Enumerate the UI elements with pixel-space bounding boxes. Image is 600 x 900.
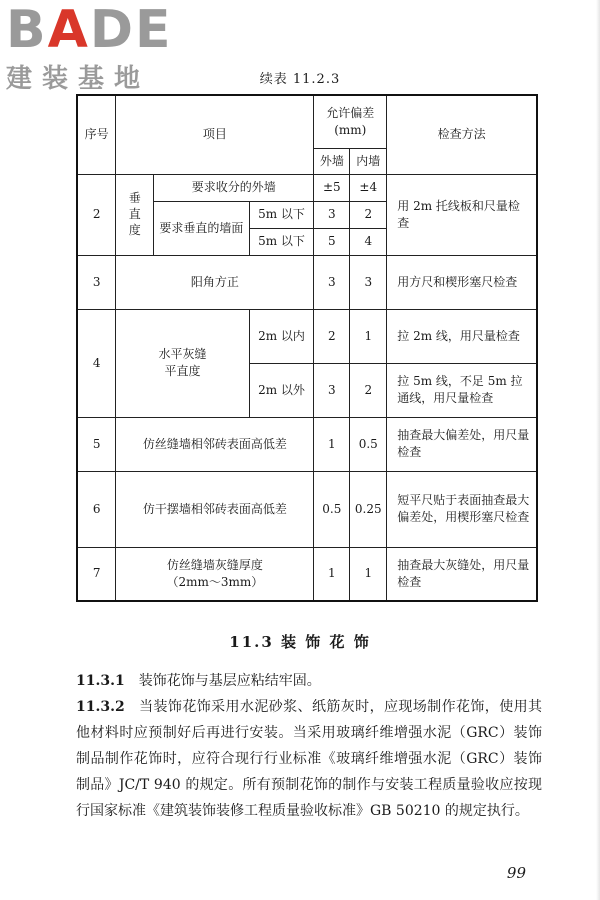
logo-wordmark (6, 0, 173, 60)
clause-text: 装饰花饰与基层应粘结牢固。 (138, 673, 321, 689)
row-seq: 4 (77, 309, 116, 417)
logo-accent-letter: A (47, 0, 90, 60)
row-seq: 6 (77, 471, 116, 547)
value-inner: 2 (350, 201, 387, 228)
value-inner: ±4 (350, 174, 387, 201)
row-seq: 5 (77, 417, 116, 471)
header-tolerance-label: 允许偏差 (326, 105, 375, 120)
row-category (116, 174, 154, 255)
header-method: 检查方法 (387, 95, 537, 174)
clause-paragraph (76, 694, 542, 824)
row-item-line: 平直度 (164, 364, 201, 378)
value-inner: 0.25 (350, 471, 387, 547)
clause-text: 当装饰花饰采用水泥砂浆、纸筋灰时，应现场制作花饰，使用其他材料时应预制好后再进行安装。当采用玻璃纤维增强水泥（GRC）装饰制品制作花饰时，应符合现行行业标准《玻璃纤维增强水泥（GRC）装饰制品》JC/T 940 的规定。所有预制花饰的制作与安装工程质量验收应按现行国家标准《建筑装饰装修工程质量验收标准》GB 50210 的规定执行。 (76, 699, 542, 819)
logo-letters: DE (89, 0, 173, 60)
row-method: 短平尺贴于表面抽查最大偏差处，用楔形塞尺检查 (387, 471, 537, 547)
row-method: 拉 2m 线，用尺量检查 (387, 309, 537, 363)
header-seq: 序号 (77, 95, 116, 174)
row-item (116, 547, 314, 601)
section-title: 11.3 装 饰 花 饰 (229, 633, 371, 651)
row-method: 拉 5m 线，不足 5m 拉通线，用尺量检查 (387, 363, 537, 417)
logo-letter: B (6, 0, 48, 60)
value-inner: 4 (350, 228, 387, 255)
value-inner: 3 (350, 255, 387, 309)
page-edge-shadow (596, 0, 600, 900)
row-condition: 5m 以下 (249, 201, 314, 228)
logo-subtitle: 建装基地 (6, 64, 151, 94)
header-inner-wall: 内墙 (350, 148, 387, 174)
value-outer: 3 (314, 363, 350, 417)
row-condition: 2m 以内 (249, 309, 314, 363)
header-unit: (mm) (334, 122, 367, 137)
value-inner: 1 (350, 547, 387, 601)
row-method: 抽查最大偏差处，用尺量检查 (387, 417, 537, 471)
value-outer: 3 (314, 255, 350, 309)
row-item-line: （2mm～3mm） (166, 574, 264, 589)
header-outer-wall: 外墙 (314, 148, 350, 174)
value-outer: 1 (314, 417, 350, 471)
value-outer: 3 (314, 201, 350, 228)
row-item (116, 309, 249, 417)
row-seq: 7 (77, 547, 116, 601)
clause-number: 11.3.1 (76, 673, 125, 689)
value-outer: 2 (314, 309, 350, 363)
row-condition: 5m 以下 (249, 228, 314, 255)
row-method: 抽查最大灰缝处，用尺量检查 (387, 547, 537, 601)
header-item: 项目 (116, 95, 314, 174)
value-outer: 1 (314, 547, 350, 601)
row-item: 仿干摆墙相邻砖表面高低差 (116, 471, 314, 547)
row-item: 阳角方正 (116, 255, 314, 309)
row-method: 用方尺和楔形塞尺检查 (387, 255, 537, 309)
row-condition: 2m 以外 (249, 363, 314, 417)
clause-paragraph (76, 668, 542, 694)
row-item-line: 仿丝缝墙灰缝厚度 (166, 557, 263, 572)
value-inner: 2 (350, 363, 387, 417)
value-outer: 5 (314, 228, 350, 255)
row-item: 仿丝缝墙相邻砖表面高低差 (116, 417, 314, 471)
category-label: 垂直度 (128, 191, 141, 237)
table-caption: 续表 11.2.3 (259, 72, 341, 87)
row-seq: 3 (77, 255, 116, 309)
value-inner: 1 (350, 309, 387, 363)
row-subitem: 要求垂直的墙面 (154, 201, 249, 255)
value-outer: 0.5 (314, 471, 350, 547)
value-outer: ±5 (314, 174, 350, 201)
page-number: 99 (506, 864, 526, 882)
header-tolerance (314, 95, 387, 148)
tolerance-table (76, 94, 538, 602)
row-subitem: 要求收分的外墙 (154, 174, 314, 201)
row-method: 用 2m 托线板和尺量检查 (387, 174, 537, 255)
row-seq: 2 (77, 174, 116, 255)
row-item-line: 水平灰缝 (158, 347, 207, 361)
value-inner: 0.5 (350, 417, 387, 471)
clause-number: 11.3.2 (76, 699, 125, 715)
